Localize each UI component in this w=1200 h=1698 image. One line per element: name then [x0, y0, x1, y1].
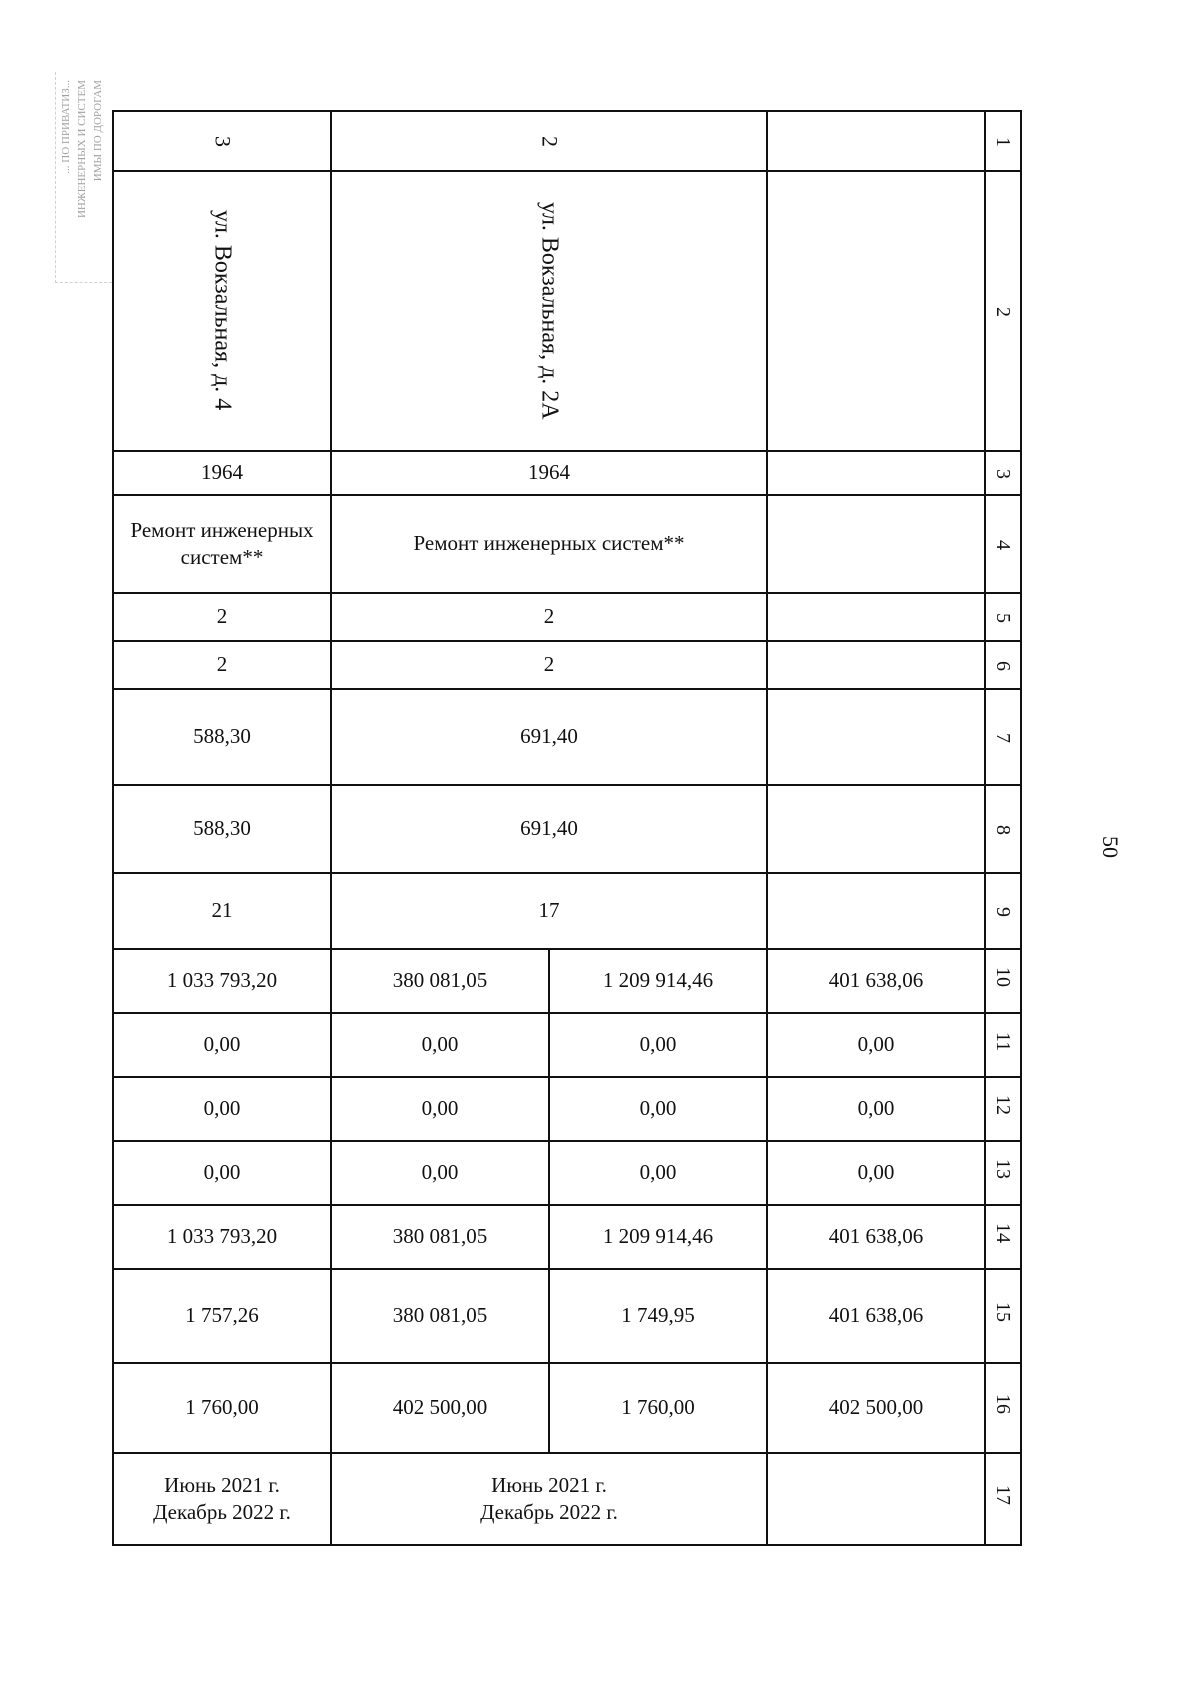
- row-number: 8: [985, 785, 1021, 873]
- table-row: [113, 1077, 1021, 1141]
- rotated-data-table: [112, 110, 1022, 1546]
- row-number: 10: [985, 949, 1021, 1013]
- data-cell: 2: [113, 641, 331, 689]
- row-number: 5: [985, 593, 1021, 641]
- cost-cell: 401 638,06: [767, 1269, 985, 1363]
- address-cell: ул. Вокзальная, д. 4: [113, 171, 331, 451]
- data-cell: 588,30: [113, 689, 331, 785]
- row-number: 1: [985, 111, 1021, 171]
- cost-cell: 0,00: [549, 1141, 767, 1205]
- data-cell: 21: [113, 873, 331, 949]
- address-cell: [767, 171, 985, 451]
- row-number: 17: [985, 1453, 1021, 1545]
- stamp-line: ИНЖЕНЕРНЫХ И СИСТЕМ: [76, 80, 88, 219]
- cost-cell: 402 500,00: [331, 1363, 549, 1453]
- cost-cell: 0,00: [113, 1077, 331, 1141]
- data-cell: [767, 785, 985, 873]
- data-cell: 691,40: [331, 689, 767, 785]
- cost-cell: 402 500,00: [767, 1363, 985, 1453]
- table-row: [113, 873, 1021, 949]
- table-row: [113, 593, 1021, 641]
- table-row: [113, 949, 1021, 1013]
- header-cell: 2: [331, 111, 767, 171]
- table-row: [113, 1141, 1021, 1205]
- cost-cell: 1 209 914,46: [549, 1205, 767, 1269]
- date-cell: [113, 1453, 331, 1545]
- table-row: [113, 495, 1021, 593]
- date-cell: [767, 1453, 985, 1545]
- cost-cell: 401 638,06: [767, 1205, 985, 1269]
- row-number: 9: [985, 873, 1021, 949]
- work-type-cell: Ремонт инженерных систем**: [331, 495, 767, 593]
- table-row: [113, 111, 1021, 171]
- stamp-line: ИМЫ ПО ДОРОГАМ: [92, 80, 104, 182]
- header-cell: 3: [113, 111, 331, 171]
- year-cell: [767, 451, 985, 495]
- date-end: Декабрь 2022 г.: [153, 1500, 291, 1524]
- data-cell: 2: [113, 593, 331, 641]
- table-row: [113, 171, 1021, 451]
- row-number: 16: [985, 1363, 1021, 1453]
- cost-cell: 380 081,05: [331, 1269, 549, 1363]
- stamp-line: ... ПО ПРИВАТИЗ...: [60, 80, 72, 174]
- table-row: [113, 785, 1021, 873]
- cost-cell: 1 760,00: [549, 1363, 767, 1453]
- row-number: 13: [985, 1141, 1021, 1205]
- cost-cell: 0,00: [549, 1013, 767, 1077]
- cost-cell: 0,00: [113, 1141, 331, 1205]
- cost-cell: 1 757,26: [113, 1269, 331, 1363]
- data-cell: 2: [331, 593, 767, 641]
- data-cell: 2: [331, 641, 767, 689]
- date-start: Июнь 2021 г.: [491, 1472, 607, 1497]
- address-cell: ул. Вокзальная, д. 2А: [331, 171, 767, 451]
- row-number: 15: [985, 1269, 1021, 1363]
- data-cell: 691,40: [331, 785, 767, 873]
- page-number: 50: [1098, 836, 1123, 858]
- row-number: 11: [985, 1013, 1021, 1077]
- table-row: [113, 689, 1021, 785]
- table-row: [113, 1269, 1021, 1363]
- cost-cell: 0,00: [767, 1077, 985, 1141]
- row-number: 4: [985, 495, 1021, 593]
- work-type-cell: [767, 495, 985, 593]
- row-number: 7: [985, 689, 1021, 785]
- table-row: [113, 641, 1021, 689]
- table-row: [113, 1363, 1021, 1453]
- cost-cell: 1 760,00: [113, 1363, 331, 1453]
- cost-cell: 1 209 914,46: [549, 949, 767, 1013]
- table-row: [113, 1453, 1021, 1545]
- cost-cell: 1 033 793,20: [113, 1205, 331, 1269]
- work-type-cell: Ремонт инженерных систем**: [113, 495, 331, 593]
- row-number: 6: [985, 641, 1021, 689]
- cost-cell: 380 081,05: [331, 1205, 549, 1269]
- data-cell: 588,30: [113, 785, 331, 873]
- cost-cell: 0,00: [549, 1077, 767, 1141]
- table-row: [113, 1013, 1021, 1077]
- year-cell: 1964: [331, 451, 767, 495]
- archive-stamp: [55, 72, 112, 283]
- data-cell: 17: [331, 873, 767, 949]
- year-cell: 1964: [113, 451, 331, 495]
- cost-cell: 0,00: [767, 1013, 985, 1077]
- cost-cell: 1 033 793,20: [113, 949, 331, 1013]
- data-cell: [767, 641, 985, 689]
- date-end: Декабрь 2022 г.: [480, 1500, 618, 1524]
- row-number: 14: [985, 1205, 1021, 1269]
- cost-cell: 1 749,95: [549, 1269, 767, 1363]
- cost-cell: 0,00: [331, 1077, 549, 1141]
- row-number: 12: [985, 1077, 1021, 1141]
- data-cell: [767, 873, 985, 949]
- cost-cell: 0,00: [767, 1141, 985, 1205]
- cost-cell: 0,00: [331, 1013, 549, 1077]
- data-cell: [767, 593, 985, 641]
- cost-cell: 0,00: [113, 1013, 331, 1077]
- table-row: [113, 451, 1021, 495]
- cost-cell: 0,00: [331, 1141, 549, 1205]
- row-number: 3: [985, 451, 1021, 495]
- header-cell: [767, 111, 985, 171]
- date-cell: [331, 1453, 767, 1545]
- cost-cell: 380 081,05: [331, 949, 549, 1013]
- table-row: [113, 1205, 1021, 1269]
- date-start: Июнь 2021 г.: [164, 1472, 280, 1497]
- row-number: 2: [985, 171, 1021, 451]
- data-cell: [767, 689, 985, 785]
- cost-cell: 401 638,06: [767, 949, 985, 1013]
